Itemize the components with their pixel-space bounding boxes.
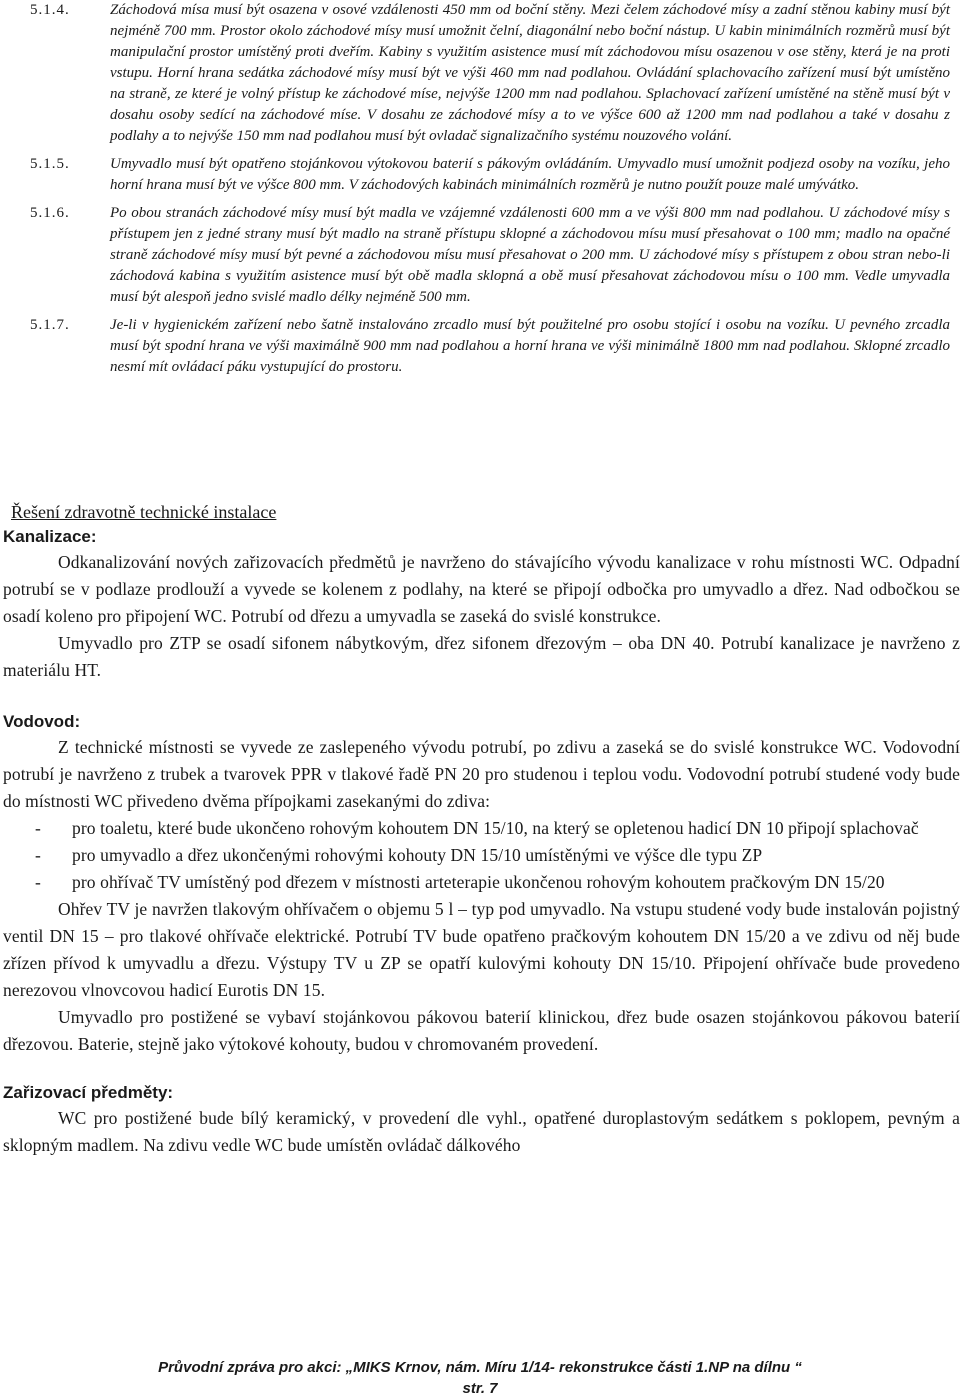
vodovod-paragraph-3: Umyvadlo pro postižené se vybaví stojánkovou pákovou baterií klinickou, dřez bude osazen stojánkovou pákovou baterií dřezovou. Baterie, stejně jako výtokové kohouty, budou v chromovaném provedení. xyxy=(3,1007,960,1054)
clause-number: 5.1.7. xyxy=(30,317,70,333)
kanalizace-paragraph-1: Odkanalizování nových zařizovacích předmětů je navrženo do stávajícího vývodu kanalizace v rohu místnosti WC. Odpadní potrubí se v podlaze prodlouží a vyvede se kolenem z podlahy, na které se připojí odbočka pro umyvadlo a dřez. Nad odbočkou se osadí koleno pro připojení WC. Potrubí od dřezu a umyvadla se zaseká do svislé konstrukce. xyxy=(3,552,960,626)
dash-bullet: - xyxy=(35,818,41,838)
spacer xyxy=(3,1058,960,1080)
kanalizace-paragraph-2: Umyvadlo pro ZTP se osadí sifonem nábytkovým, dřez sifonem dřezovým – oba DN 40. Potrubí kanalizace je navrženo z materiálu HT. xyxy=(3,633,960,680)
clause-number: 5.1.5. xyxy=(30,156,70,172)
clause-number: 5.1.4. xyxy=(30,2,70,18)
main-content xyxy=(3,500,960,1159)
clause xyxy=(30,203,950,308)
clause-text: Je-li v hygienickém zařízení nebo šatně instalováno zrcadlo musí být použitelné pro osobu stojící i osobu na vozíku. U pevného zrcadla musí být spodní hrana ve výši maximálně 900 mm nad podlahou a horní hrana ve výši minimálně 1800 mm nad podlahou. Sklopné zrcadlo nesmí mít ovládací páku vystupující do prostoru. xyxy=(110,317,950,375)
list-item-text: pro ohřívač TV umístěný pod dřezem v místnosti arteterapie ukončenou rohovým kohoutem pračkovým DN 15/20 xyxy=(72,872,885,892)
footer-project-title: Průvodní zpráva pro akci: „MIKS Krnov, nám. Míru 1/14- rekonstrukce části 1.NP na dílnu “ xyxy=(158,1359,802,1376)
zarizovaci-paragraph-1: WC pro postižené bude bílý keramický, v provedení dle vyhl., opatřené duroplastovým sedátkem s poklopem, pevným a sklopným madlem. Na zdivu vedle WC bude umístěn ovládač dálkového xyxy=(3,1108,960,1155)
zarizovaci-heading: Zařizovací předměty: xyxy=(3,1083,174,1102)
kanalizace-heading: Kanalizace: xyxy=(3,527,97,546)
clause-text: Po obou stranách záchodové mísy musí být madla ve vzájemné vzdálenosti 600 mm a ve výši 800 mm nad podlahou. U záchodové mísy s přístupem jen z jedné strany musí být madlo na straně přístupu sklopné a záchodovou mísu musí přesahovat o 100 mm; madlo na opačné straně záchodové mísy musí být pevné a záchodovou mísu musí přesahovat o 200 mm. U záchodové mísy s přístupem z obou stran nebo-li záchodová kabina s využitím asistence musí být obě madla sklopná a obě musí přesahovat záchodovou mísu o 100 mm. Vedle umyvadla musí být alespoň jedno svislé madlo délky nejméně 500 mm. xyxy=(110,205,950,305)
clause xyxy=(30,0,950,147)
list-item xyxy=(3,842,960,869)
dash-bullet: - xyxy=(35,845,41,865)
section-title: Řešení zdravotně technické instalace xyxy=(11,502,277,522)
footer-page-number: str. 7 xyxy=(462,1380,498,1397)
clause xyxy=(30,315,950,378)
spacer xyxy=(3,684,960,709)
clause-text: Záchodová mísa musí být osazena v osové vzdálenosti 450 mm od boční stěny. Mezi čelem záchodové mísy a zadní stěnou kabiny musí být nejméně 700 mm. Prostor okolo záchodové mísy musí umožnit čelní, diagonální nebo boční nástup. U kabin minimálních rozměrů musí být manipulační prostor umístěný proti dveřím. Kabiny s využitím asistence musí mít záchodovou mísu osazenou v ose stěny, která je na proti vstupu. Horní hrana sedátka záchodové mísy musí být ve výši 460 mm nad podlahou. Ovládání splachovacího zařízení musí být umístěno na straně, ze které je volný přístup ke záchodové míse, nejvýše 1200 mm nad podlahou. Splachovací zařízení umístěné na stěně musí být v dosahu osoby sedící na záchodové míse. V dosahu ze záchodové mísy a to ve výšce 600 až 1200 mm nad podlahou a také v dosahu z podlahy a to nejvýše 150 mm nad podlahou musí být ovladač signalizačního systému nouzového volání. xyxy=(110,2,950,144)
clause-text: Umyvadlo musí být opatřeno stojánkovou výtokovou baterií s pákovým ovládáním. Umyvadlo musí umožnit podjezd osoby na vozíku, jeho horní hrana musí být ve výšce 800 mm. V záchodových kabinách minimálních rozměrů je nutno použít pouze malé umývátko. xyxy=(110,156,950,193)
vodovod-heading: Vodovod: xyxy=(3,712,81,731)
list-item-text: pro umyvadlo a dřez ukončenými rohovými kohouty DN 15/10 umístěnými ve výšce dle typu ZP xyxy=(72,845,763,865)
list-item-text: pro toaletu, které bude ukončeno rohovým kohoutem DN 15/10, na který se opletenou hadicí DN 10 připojí splachovač xyxy=(72,818,919,838)
clause-list xyxy=(30,0,950,385)
vodovod-paragraph-1: Z technické místnosti se vyvede ze zaslepeného vývodu potrubí, po zdivu a zaseká se do svislé konstrukce WC. Vodovodní potrubí je navrženo z trubek a tvarovek PPR v tlakové řadě PN 20 pro studenou i teplou vodu. Vodovodní potrubí studené vody bude do místnosti WC přivedeno dvěma přípojkami zasekanými do zdiva: xyxy=(3,737,960,811)
list-item xyxy=(3,815,960,842)
clause-number: 5.1.6. xyxy=(30,205,70,221)
page-footer xyxy=(0,1357,960,1399)
list-item xyxy=(3,869,960,896)
vodovod-paragraph-2: Ohřev TV je navržen tlakovým ohřívačem o objemu 5 l – typ pod umyvadlo. Na vstupu studené vody bude instalován pojistný ventil DN 15 – pro tlakové ohřívače elektrické. Potrubí TV bude opatřeno pračkovým kohoutem DN 15/20 a ve zdivu od něj bude zřízen přívod k umyvadlu a dřezu. Výstupy TV u ZP se opatří kulovými kohouty DN 15/10. Připojení ohřívače bude provedeno nerezovou vlnovcovou hadicí Eurotis DN 15. xyxy=(3,899,960,1000)
vodovod-list xyxy=(3,815,960,896)
clause xyxy=(30,154,950,196)
dash-bullet: - xyxy=(35,872,41,892)
